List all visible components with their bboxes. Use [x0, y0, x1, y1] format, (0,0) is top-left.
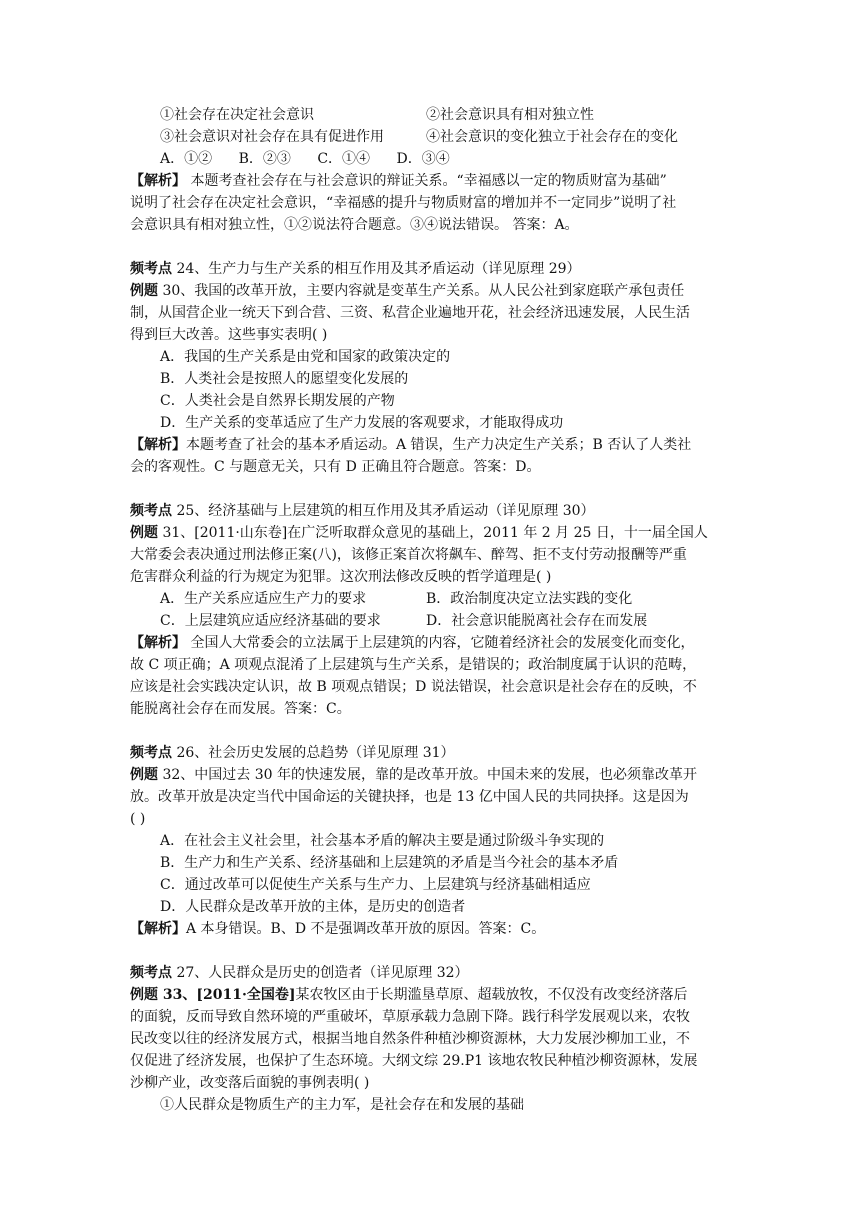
q29-option-2: ②社会意识具有相对独立性 — [426, 107, 594, 123]
q29-option-4: ④社会意识的变化独立于社会存在的变化 — [426, 129, 678, 145]
q30-stem-line2: 制，从国营企业一统天下到合营、三资、私营企业遍地开花，社会经济迅速发展，人民生活 — [130, 305, 690, 321]
q31-analysis-line3: 应该是社会实践决定认识，故 B 项观点错误；D 说法错误，社会意识是社会存在的反映，不 — [130, 679, 697, 695]
q30-analysis-line2: 会的客观性。C 与题意无关，只有 D 正确且符合题意。答案：D。 — [130, 459, 541, 475]
q32-stem-line3: ( ) — [130, 811, 146, 827]
q29-choice-b: B．②③ — [238, 151, 291, 167]
q31-options-row1 — [130, 588, 730, 610]
q31-stem-line1: 例题 31、[2011·山东卷]在广泛听取群众意见的基础上，2011 年 2 月 25 日，十一届全国人 — [130, 525, 708, 541]
q31-option-d: D．社会意识能脱离社会存在而发展 — [426, 613, 648, 629]
q31-options-row2 — [130, 610, 730, 632]
q33-stem-line3: 民改变以往的经济发展方式，根据当地自然条件种植沙柳资源林，大力发展沙柳加工业，不 — [130, 1031, 690, 1047]
example-tag: 例题 — [130, 767, 158, 783]
q33-stem-line5: 沙柳产业，改变落后面貌的事例表明( ) — [130, 1075, 370, 1091]
key-point-tag: 频考点 — [130, 503, 172, 519]
q30-analysis-line1: 【解析】本题考查了社会的基本矛盾运动。A 错误，生产力决定生产关系；B 否认了人类社 — [130, 437, 692, 453]
analysis-tag: 【解析】 — [130, 921, 186, 937]
key-point-tag: 频考点 — [130, 965, 172, 981]
example-tag: 例题 — [130, 987, 158, 1003]
q30-stem-line1: 例题 30、我国的改革开放，主要内容就是变革生产关系。从人民公社到家庭联产承包责任 — [130, 283, 685, 299]
q31-analysis-line2: 故 C 项正确；A 项观点混淆了上层建筑与生产关系，是错误的；政治制度属于认识的范畴， — [130, 657, 697, 673]
q30-option-a: A．我国的生产关系是由党和国家的政策决定的 — [160, 349, 451, 365]
q29-option-1: ①社会存在决定社会意识 — [160, 107, 314, 123]
q30-option-b: B．人类社会是按照人的愿望变化发展的 — [160, 371, 409, 387]
key-point-27: 频考点 27、人民群众是历史的创造者（详见原理 32） — [130, 965, 469, 981]
key-point-24: 频考点 24、生产力与生产关系的相互作用及其矛盾运动（详见原理 29） — [130, 261, 581, 277]
q30-option-d: D．生产关系的变革适应了生产力发展的客观要求，才能取得成功 — [160, 415, 564, 431]
q29-options-row2 — [130, 126, 730, 148]
q29-options-row1 — [130, 104, 730, 126]
q31-option-b: B．政治制度决定立法实践的变化 — [426, 591, 633, 607]
q29-analysis-line3: 会意识具有相对独立性，①②说法符合题意。③④说法错误。 答案：A。 — [130, 217, 579, 233]
q31-option-a: A．生产关系应适应生产力的要求 — [160, 591, 367, 607]
key-point-tag: 频考点 — [130, 745, 172, 761]
q29-choice-d: D．③④ — [396, 151, 450, 167]
q32-option-c: C．通过改革可以促使生产关系与生产力、上层建筑与经济基础相适应 — [160, 877, 591, 893]
key-point-25: 频考点 25、经济基础与上层建筑的相互作用及其矛盾运动（详见原理 30） — [130, 503, 595, 519]
q31-stem-line3: 危害群众利益的行为规定为犯罪。这次刑法修改反映的哲学道理是( ) — [130, 569, 552, 585]
q32-option-b: B．生产力和生产关系、经济基础和上层建筑的矛盾是当今社会的基本矛盾 — [160, 855, 619, 871]
q32-option-a: A．在社会主义社会里，社会基本矛盾的解决主要是通过阶级斗争实现的 — [160, 833, 605, 849]
key-point-26: 频考点 26、社会历史发展的总趋势（详见原理 31） — [130, 745, 455, 761]
q29-analysis-line1: 【解析】 本题考查社会存在与社会意识的辩证关系。“幸福感以一定的物质财富为基础” — [130, 173, 667, 189]
q33-option-1: ①人民群众是物质生产的主力军，是社会存在和发展的基础 — [160, 1097, 524, 1113]
q30-option-c: C．人类社会是自然界长期发展的产物 — [160, 393, 395, 409]
q29-choices — [130, 148, 730, 170]
q32-analysis-line1: 【解析】A 本身错误。B、D 不是强调改革开放的原因。答案：C。 — [130, 921, 546, 937]
q29-option-3: ③社会意识对社会存在具有促进作用 — [160, 129, 384, 145]
q29-analysis-line2: 说明了社会存在决定社会意识，“幸福感的提升与物质财富的增加并不一定同步”说明了社 — [130, 195, 677, 211]
q31-option-c: C．上层建筑应适应经济基础的要求 — [160, 613, 381, 629]
q30-stem-line3: 得到巨大改善。这些事实表明( ) — [130, 327, 328, 343]
key-point-tag: 频考点 — [130, 261, 172, 277]
q32-stem-line1: 例题 32、中国过去 30 年的快速发展，靠的是改革开放。中国未来的发展，也必须靠改革开 — [130, 767, 697, 783]
q31-analysis-line4: 能脱离社会存在而发展。答案：C。 — [130, 701, 351, 717]
q29-choice-a: A．①② — [160, 151, 213, 167]
q33-stem-line2: 的面貌，反而导致自然环境的严重破坏，草原承载力急剧下降。践行科学发展观以来，农牧 — [130, 1009, 690, 1025]
q31-stem-line2: 大常委会表决通过刑法修正案(八)，该修正案首次将飙车、醉驾、拒不支付劳动报酬等严重 — [130, 547, 687, 563]
q32-option-d: D．人民群众是改革开放的主体，是历史的创造者 — [160, 899, 466, 915]
q33-stem-line1: 例题 33、[2011·全国卷]某农牧区由于长期滥垦草原、超载放牧，不仅没有改变经济落后 — [130, 987, 688, 1003]
analysis-tag: 【解析】 — [130, 173, 186, 189]
document-page — [130, 104, 730, 1116]
example-tag: 例题 — [130, 283, 158, 299]
example-tag: 例题 — [130, 525, 158, 541]
q32-stem-line2: 放。改革开放是决定当代中国命运的关键抉择，也是 13 亿中国人民的共同抉择。这是因为 — [130, 789, 689, 805]
q33-stem-line4: 仅促进了经济发展，也保护了生态环境。大纲文综 29.P1 该地农牧民种植沙柳资源林，发展 — [130, 1053, 698, 1069]
analysis-tag: 【解析】 — [130, 437, 186, 453]
q31-analysis-line1: 【解析】 全国人大常委会的立法属于上层建筑的内容，它随着经济社会的发展变化而变化， — [130, 635, 695, 651]
q29-choice-c: C．①④ — [317, 151, 371, 167]
analysis-tag: 【解析】 — [130, 635, 186, 651]
